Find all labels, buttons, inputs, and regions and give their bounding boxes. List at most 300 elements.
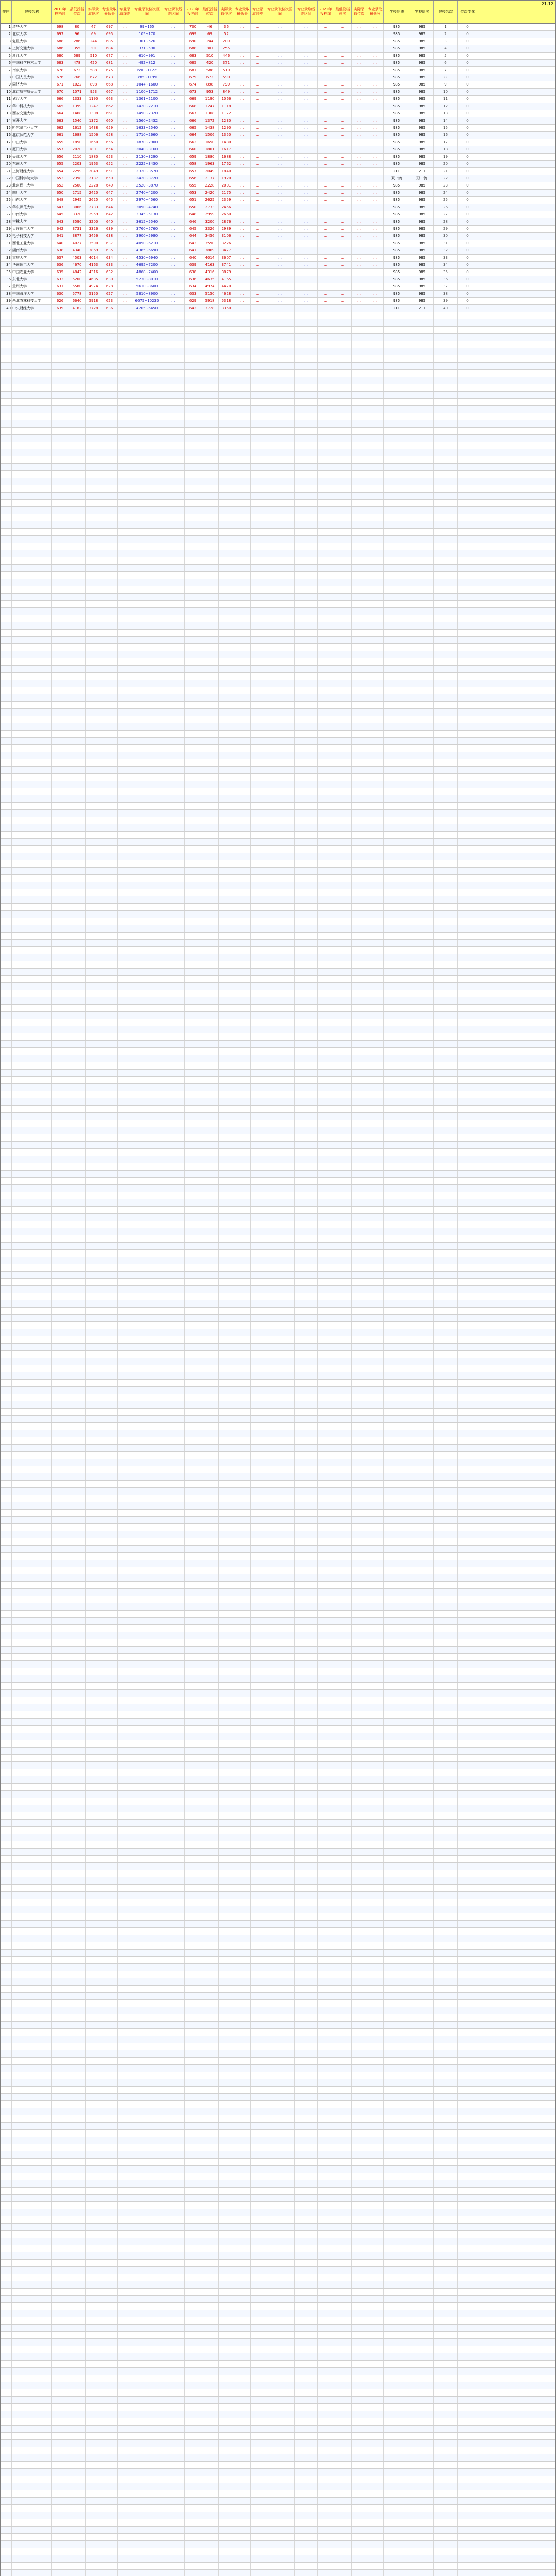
- empty-cell: [12, 572, 52, 579]
- empty-cell: [1, 1308, 12, 1314]
- empty-cell: [12, 1171, 52, 1177]
- empty-cell: [384, 478, 410, 485]
- empty-cell: [265, 839, 295, 845]
- empty-cell: [101, 1445, 118, 1451]
- empty-cell: [334, 1329, 352, 1336]
- empty-cell: [251, 1401, 265, 1408]
- empty-cell: [68, 1026, 86, 1033]
- table-cell: …: [251, 204, 265, 211]
- empty-cell: [101, 1243, 118, 1249]
- table-cell: …: [234, 81, 251, 88]
- empty-cell: [251, 608, 265, 615]
- empty-cell: [410, 1394, 434, 1401]
- table-cell: 699: [185, 31, 201, 38]
- empty-cell: [334, 1113, 352, 1120]
- empty-cell: [219, 550, 234, 557]
- empty-cell: [334, 860, 352, 867]
- empty-cell: [384, 384, 410, 391]
- empty-cell: [318, 312, 334, 319]
- empty-cell: [52, 990, 68, 997]
- empty-cell: [367, 428, 384, 434]
- table-cell: 2001: [219, 182, 234, 189]
- empty-cell: [162, 1430, 185, 1437]
- empty-cell: [162, 1293, 185, 1300]
- table-cell: …: [295, 233, 318, 240]
- table-cell: …: [118, 60, 132, 66]
- empty-cell: [118, 860, 132, 867]
- table-cell: 673: [185, 89, 201, 95]
- empty-cell: [251, 1192, 265, 1199]
- empty-cell: [219, 824, 234, 831]
- empty-cell: [201, 449, 219, 456]
- empty-cell: [201, 788, 219, 795]
- empty-cell: [384, 925, 410, 932]
- table-cell: 446: [219, 53, 234, 59]
- table-cell: …: [318, 96, 334, 103]
- empty-cell: [352, 889, 367, 896]
- empty-cell: [185, 1048, 201, 1055]
- empty-cell: [201, 832, 219, 838]
- empty-cell: [234, 565, 251, 571]
- empty-cell: [367, 976, 384, 982]
- empty-cell: [162, 940, 185, 946]
- empty-cell: [68, 694, 86, 701]
- empty-cell: [68, 1452, 86, 1459]
- empty-cell: [132, 1084, 162, 1091]
- empty-cell: [219, 341, 234, 348]
- empty-cell: [219, 1300, 234, 1307]
- empty-cell: [367, 608, 384, 615]
- empty-cell: [410, 1026, 434, 1033]
- empty-cell: [352, 1156, 367, 1163]
- empty-cell: [410, 464, 434, 470]
- empty-cell: [201, 666, 219, 672]
- empty-cell: [201, 1250, 219, 1257]
- empty-cell: [367, 1098, 384, 1105]
- empty-cell: [101, 1351, 118, 1358]
- table-cell: 633: [185, 291, 201, 297]
- empty-cell: [101, 976, 118, 982]
- empty-cell: [458, 1077, 478, 1083]
- empty-row: [1, 1113, 555, 1120]
- empty-cell: [1, 1070, 12, 1076]
- empty-cell: [334, 694, 352, 701]
- empty-cell: [1, 1207, 12, 1213]
- empty-cell: [101, 1156, 118, 1163]
- empty-cell: [251, 1019, 265, 1026]
- empty-cell: [162, 846, 185, 853]
- empty-cell: [458, 1142, 478, 1148]
- empty-cell: [367, 1127, 384, 1134]
- empty-cell: [52, 969, 68, 975]
- empty-cell: [334, 1156, 352, 1163]
- empty-cell: [265, 954, 295, 961]
- empty-cell: [234, 1012, 251, 1019]
- empty-cell: [101, 622, 118, 629]
- empty-cell: [68, 1055, 86, 1062]
- empty-cell: [52, 1250, 68, 1257]
- empty-cell: [185, 1308, 201, 1314]
- empty-cell: [352, 1452, 367, 1459]
- empty-cell: [185, 694, 201, 701]
- table-cell: 华东师范大学: [12, 204, 52, 211]
- empty-cell: [185, 363, 201, 369]
- empty-cell: [352, 565, 367, 571]
- empty-cell: [101, 1149, 118, 1156]
- empty-cell: [295, 1005, 318, 1011]
- empty-cell: [52, 940, 68, 946]
- empty-cell: [318, 622, 334, 629]
- table-cell: 4: [1, 45, 12, 52]
- empty-cell: [295, 1243, 318, 1249]
- empty-cell: [384, 933, 410, 939]
- table-cell: …: [334, 161, 352, 167]
- empty-cell: [68, 1416, 86, 1422]
- empty-cell: [410, 853, 434, 860]
- table-cell: 985: [384, 67, 410, 74]
- table-cell: 588: [201, 67, 219, 74]
- empty-cell: [219, 1221, 234, 1228]
- empty-cell: [384, 1214, 410, 1221]
- empty-cell: [101, 658, 118, 665]
- table-cell: …: [162, 233, 185, 240]
- table-cell: 0: [458, 89, 478, 95]
- empty-cell: [265, 1156, 295, 1163]
- empty-cell: [86, 709, 101, 716]
- empty-cell: [265, 565, 295, 571]
- empty-cell: [458, 1243, 478, 1249]
- table-cell: 7: [1, 67, 12, 74]
- empty-cell: [101, 752, 118, 759]
- empty-cell: [334, 781, 352, 788]
- empty-cell: [251, 384, 265, 391]
- table-cell: 4014: [201, 255, 219, 261]
- empty-cell: [101, 334, 118, 341]
- empty-cell: [265, 738, 295, 744]
- empty-cell: [162, 1351, 185, 1358]
- empty-cell: [434, 471, 458, 478]
- empty-cell: [118, 947, 132, 954]
- empty-cell: [132, 478, 162, 485]
- table-cell: 3326: [201, 226, 219, 232]
- empty-cell: [52, 1098, 68, 1105]
- empty-cell: [384, 420, 410, 427]
- table-cell: 3760~5760: [132, 226, 162, 232]
- table-cell: …: [234, 67, 251, 74]
- empty-cell: [86, 1120, 101, 1127]
- empty-cell: [384, 1185, 410, 1192]
- empty-cell: [201, 702, 219, 708]
- empty-cell: [52, 933, 68, 939]
- empty-cell: [434, 1380, 458, 1386]
- table-cell: …: [295, 276, 318, 283]
- empty-cell: [185, 889, 201, 896]
- empty-cell: [410, 1062, 434, 1069]
- empty-cell: [434, 1077, 458, 1083]
- empty-cell: [86, 904, 101, 910]
- empty-cell: [410, 896, 434, 903]
- table-cell: 0: [458, 74, 478, 81]
- empty-cell: [185, 377, 201, 384]
- table-cell: …: [265, 168, 295, 175]
- empty-cell: [86, 976, 101, 982]
- empty-cell: [185, 1228, 201, 1235]
- empty-cell: [132, 493, 162, 499]
- empty-cell: [52, 341, 68, 348]
- empty-cell: [434, 557, 458, 564]
- table-cell: 639: [185, 262, 201, 268]
- table-cell: 4635: [86, 276, 101, 283]
- empty-cell: [118, 795, 132, 802]
- empty-cell: [334, 1300, 352, 1307]
- empty-cell: [265, 1279, 295, 1285]
- empty-cell: [265, 947, 295, 954]
- empty-cell: [132, 1257, 162, 1264]
- empty-cell: [185, 1055, 201, 1062]
- empty-cell: [185, 810, 201, 817]
- empty-cell: [318, 911, 334, 918]
- table-cell: 766: [68, 74, 86, 81]
- table-cell: 1490~2320: [132, 110, 162, 117]
- empty-cell: [12, 1062, 52, 1069]
- table-cell: 3320: [68, 211, 86, 218]
- empty-cell: [185, 1033, 201, 1040]
- table-cell: 0: [458, 175, 478, 182]
- empty-cell: [367, 1372, 384, 1379]
- empty-cell: [86, 384, 101, 391]
- table-cell: …: [318, 168, 334, 175]
- empty-cell: [318, 1084, 334, 1091]
- table-cell: 3200: [86, 218, 101, 225]
- empty-cell: [410, 904, 434, 910]
- empty-cell: [68, 1048, 86, 1055]
- table-cell: …: [352, 276, 367, 283]
- empty-cell: [295, 788, 318, 795]
- table-cell: …: [352, 81, 367, 88]
- empty-cell: [12, 630, 52, 636]
- table-cell: 0: [458, 247, 478, 254]
- empty-cell: [68, 1091, 86, 1098]
- empty-cell: [384, 514, 410, 521]
- empty-cell: [318, 1401, 334, 1408]
- empty-cell: [132, 1351, 162, 1358]
- table-cell: 301~526: [132, 38, 162, 45]
- empty-cell: [410, 1192, 434, 1199]
- empty-cell: [185, 1344, 201, 1350]
- empty-cell: [1, 1084, 12, 1091]
- empty-cell: [265, 781, 295, 788]
- table-cell: 37: [434, 283, 458, 290]
- empty-cell: [118, 507, 132, 514]
- empty-cell: [52, 363, 68, 369]
- empty-cell: [201, 319, 219, 326]
- table-cell: 1688: [219, 154, 234, 160]
- empty-cell: [318, 803, 334, 809]
- empty-cell: [234, 456, 251, 463]
- empty-cell: [334, 1005, 352, 1011]
- empty-cell: [185, 565, 201, 571]
- empty-cell: [52, 774, 68, 781]
- empty-cell: [384, 1394, 410, 1401]
- empty-cell: [434, 1005, 458, 1011]
- table-cell: 690~1122: [132, 67, 162, 74]
- table-cell: 29: [434, 226, 458, 232]
- table-cell: 1118: [219, 103, 234, 110]
- empty-cell: [434, 788, 458, 795]
- empty-cell: [295, 1084, 318, 1091]
- empty-cell: [132, 1026, 162, 1033]
- empty-cell: [334, 1149, 352, 1156]
- empty-cell: [68, 1041, 86, 1047]
- empty-cell: [352, 449, 367, 456]
- empty-cell: [458, 370, 478, 377]
- empty-cell: [86, 651, 101, 658]
- empty-cell: [352, 1315, 367, 1321]
- empty-cell: [384, 319, 410, 326]
- table-cell: 641: [185, 247, 201, 254]
- empty-cell: [1, 1106, 12, 1112]
- empty-cell: [86, 947, 101, 954]
- empty-cell: [1, 990, 12, 997]
- empty-row: [1, 976, 555, 983]
- table-cell: …: [367, 276, 384, 283]
- empty-cell: [101, 1387, 118, 1394]
- empty-cell: [234, 1120, 251, 1127]
- table-cell: …: [334, 132, 352, 139]
- empty-cell: [295, 435, 318, 442]
- empty-cell: [367, 1264, 384, 1271]
- table-cell: 13: [434, 110, 458, 117]
- table-cell: 2625: [86, 197, 101, 204]
- table-cell: …: [118, 240, 132, 247]
- empty-cell: [295, 1127, 318, 1134]
- empty-cell: [251, 1387, 265, 1394]
- empty-cell: [118, 377, 132, 384]
- table-cell: 669: [185, 96, 201, 103]
- table-cell: 985: [410, 233, 434, 240]
- empty-cell: [234, 925, 251, 932]
- empty-cell: [68, 1084, 86, 1091]
- table-cell: 638: [101, 233, 118, 240]
- empty-cell: [52, 694, 68, 701]
- empty-cell: [234, 954, 251, 961]
- empty-cell: [52, 406, 68, 413]
- empty-cell: [318, 882, 334, 889]
- empty-cell: [434, 644, 458, 651]
- empty-cell: [352, 348, 367, 355]
- empty-cell: [162, 961, 185, 968]
- empty-cell: [251, 1171, 265, 1177]
- empty-cell: [334, 940, 352, 946]
- empty-cell: [86, 1322, 101, 1329]
- empty-cell: [132, 565, 162, 571]
- empty-cell: [318, 1098, 334, 1105]
- table-cell: …: [367, 262, 384, 268]
- empty-cell: [185, 1098, 201, 1105]
- empty-cell: [86, 493, 101, 499]
- empty-cell: [334, 795, 352, 802]
- empty-cell: [185, 1012, 201, 1019]
- empty-cell: [86, 1329, 101, 1336]
- table-cell: …: [265, 67, 295, 74]
- table-cell: …: [295, 110, 318, 117]
- table-cell: …: [334, 24, 352, 30]
- empty-cell: [52, 1430, 68, 1437]
- empty-row: [1, 579, 555, 586]
- empty-cell: [384, 702, 410, 708]
- empty-cell: [384, 1293, 410, 1300]
- table-cell: …: [162, 226, 185, 232]
- empty-cell: [101, 572, 118, 579]
- table-cell: …: [367, 175, 384, 182]
- empty-cell: [458, 1329, 478, 1336]
- empty-cell: [251, 363, 265, 369]
- empty-cell: [12, 1091, 52, 1098]
- empty-cell: [1, 1142, 12, 1148]
- table-cell: 681: [185, 67, 201, 74]
- empty-cell: [384, 788, 410, 795]
- empty-cell: [265, 1019, 295, 1026]
- empty-cell: [219, 456, 234, 463]
- empty-cell: [458, 1380, 478, 1386]
- empty-cell: [367, 500, 384, 506]
- empty-cell: [185, 904, 201, 910]
- empty-cell: [410, 1235, 434, 1242]
- empty-cell: [384, 327, 410, 333]
- empty-cell: [458, 666, 478, 672]
- empty-cell: [334, 521, 352, 528]
- empty-cell: [367, 341, 384, 348]
- empty-row: [1, 687, 555, 694]
- empty-cell: [185, 1005, 201, 1011]
- table-cell: 643: [52, 218, 68, 225]
- empty-cell: [458, 1033, 478, 1040]
- empty-cell: [384, 644, 410, 651]
- empty-cell: [384, 911, 410, 918]
- empty-cell: [132, 420, 162, 427]
- empty-cell: [295, 860, 318, 867]
- empty-cell: [352, 1336, 367, 1343]
- empty-cell: [251, 1452, 265, 1459]
- empty-cell: [352, 456, 367, 463]
- empty-cell: [132, 1279, 162, 1285]
- empty-cell: [234, 1127, 251, 1134]
- empty-cell: [384, 615, 410, 622]
- table-cell: …: [265, 190, 295, 196]
- empty-cell: [234, 1445, 251, 1451]
- empty-cell: [234, 586, 251, 593]
- table-cell: 22: [434, 175, 458, 182]
- table-cell: 632: [101, 269, 118, 276]
- empty-cell: [185, 1026, 201, 1033]
- empty-cell: [318, 709, 334, 716]
- empty-cell: [251, 507, 265, 514]
- table-cell: 西北工业大学: [12, 240, 52, 247]
- empty-cell: [251, 493, 265, 499]
- empty-cell: [86, 1351, 101, 1358]
- table-cell: …: [318, 247, 334, 254]
- empty-row: [1, 493, 555, 500]
- table-cell: 785~1199: [132, 74, 162, 81]
- empty-cell: [52, 1416, 68, 1422]
- empty-cell: [162, 1221, 185, 1228]
- empty-cell: [434, 1409, 458, 1415]
- table-cell: 25: [434, 197, 458, 204]
- empty-cell: [295, 1106, 318, 1112]
- table-cell: 2945: [68, 197, 86, 204]
- table-cell: …: [334, 291, 352, 297]
- empty-cell: [201, 334, 219, 341]
